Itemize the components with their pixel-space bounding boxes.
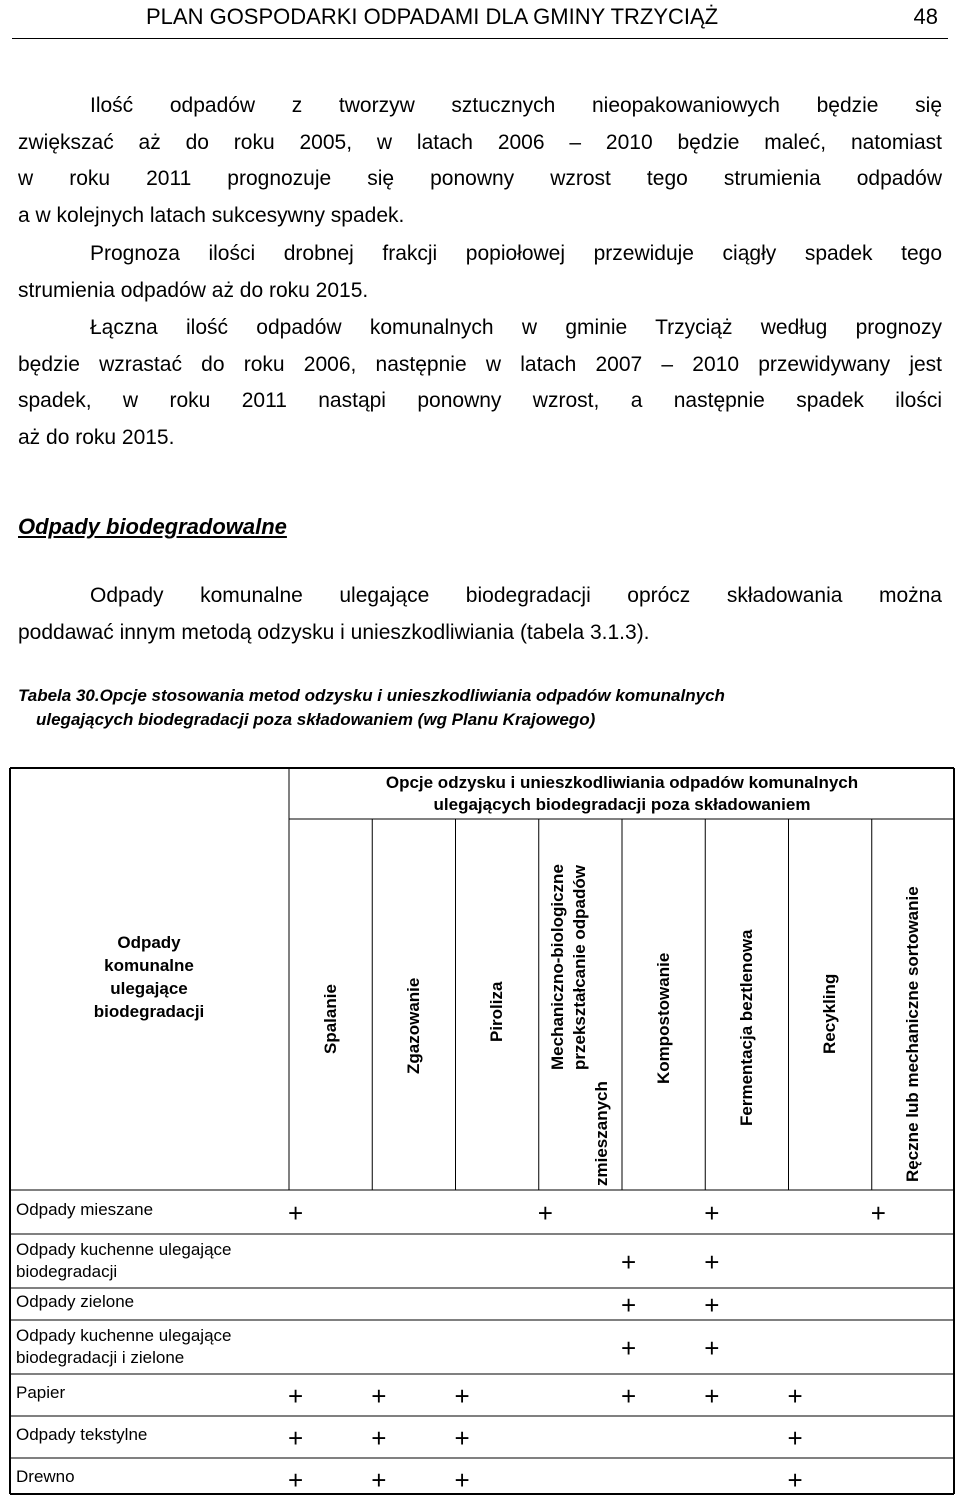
paragraph-line: a w kolejnych latach sukcesywny spadek. bbox=[18, 203, 405, 227]
table-caption-line: Tabela 30.Opcje stosowania metod odzysku i unieszkodliwiania odpadów komunalnych bbox=[18, 686, 725, 705]
paragraph-line: Prognoza ilości drobnej frakcji popiołowej przewiduje ciągły spadek tego bbox=[90, 242, 942, 265]
column-header-6: Fermentacja beztlenowa bbox=[736, 929, 756, 1126]
plus-mark: + bbox=[371, 1464, 387, 1495]
plus-mark: + bbox=[621, 1290, 637, 1320]
column-header-4: Mechaniczno-biologiczne bbox=[548, 864, 568, 1070]
row-label: biodegradacji i zielone bbox=[16, 1348, 185, 1367]
paragraph-line: aż do roku 2015. bbox=[18, 425, 175, 449]
plus-mark: + bbox=[787, 1464, 803, 1495]
plus-mark: + bbox=[288, 1423, 304, 1453]
row-label: biodegradacji bbox=[16, 1262, 118, 1281]
column-header-1: Spalanie bbox=[320, 984, 340, 1054]
table-caption bbox=[18, 684, 725, 732]
group-header: Opcje odzysku i unieszkodliwiania odpadów komunalnych bbox=[385, 773, 859, 792]
row-label: Papier bbox=[16, 1383, 66, 1402]
section-heading: Odpady biodegradowalne bbox=[18, 514, 287, 539]
plus-mark: + bbox=[787, 1423, 803, 1453]
column-header-8: Ręczne lub mechaniczne sortowanie bbox=[903, 886, 923, 1182]
table-grid bbox=[9, 767, 955, 1495]
plus-mark: + bbox=[704, 1198, 720, 1228]
column-header-4: zmieszanych bbox=[592, 1081, 612, 1186]
plus-mark: + bbox=[704, 1247, 720, 1277]
paragraph-ash bbox=[18, 236, 942, 309]
plus-mark: + bbox=[288, 1198, 304, 1228]
plus-mark: + bbox=[454, 1464, 470, 1495]
paragraph-plastics bbox=[18, 88, 942, 234]
plus-mark: + bbox=[621, 1381, 637, 1411]
plus-mark: + bbox=[787, 1381, 803, 1411]
column-header-3: Piroliza bbox=[487, 981, 507, 1042]
column-header-2: Zgazowanie bbox=[403, 977, 423, 1074]
plus-mark: + bbox=[454, 1381, 470, 1411]
plus-mark: + bbox=[454, 1423, 470, 1453]
row-header-title: biodegradacji bbox=[93, 1002, 205, 1021]
waste-options-table bbox=[9, 767, 955, 1495]
plus-mark: + bbox=[621, 1333, 637, 1363]
row-label: Odpady mieszane bbox=[16, 1200, 154, 1219]
row-header-title: ulegające bbox=[110, 979, 188, 998]
paragraph-line: będzie wzrastać do roku 2006, następnie w latach 2007 – 2010 przewidywany jest bbox=[18, 352, 942, 376]
row-header-title: komunalne bbox=[104, 956, 194, 975]
paragraph-line: Ilość odpadów z tworzyw sztucznych nieopakowaniowych będzie się bbox=[90, 94, 942, 117]
document-title: PLAN GOSPODARKI ODPADAMI DLA GMINY TRZYCIĄŻ bbox=[146, 4, 719, 29]
plus-mark: + bbox=[621, 1247, 637, 1277]
plus-mark: + bbox=[288, 1381, 304, 1411]
paragraph-line: zwiększać aż do roku 2005, w latach 2006 – 2010 będzie maleć, natomiast bbox=[18, 130, 942, 154]
plus-mark: + bbox=[371, 1381, 387, 1411]
paragraph-line: Odpady komunalne ulegające biodegradacji oprócz składowania można bbox=[90, 584, 942, 607]
column-header-4: przekształcanie odpadów bbox=[570, 865, 590, 1070]
paragraph-biodegradable bbox=[18, 578, 942, 651]
plus-mark: + bbox=[371, 1423, 387, 1453]
row-label: Odpady tekstylne bbox=[16, 1425, 148, 1444]
row-label: Odpady kuchenne ulegające bbox=[16, 1326, 232, 1345]
row-label: Odpady zielone bbox=[16, 1292, 135, 1311]
column-header-5: Kompostowanie bbox=[653, 952, 673, 1084]
column-header-7: Recykling bbox=[820, 973, 840, 1054]
group-header: ulegających biodegradacji poza składowaniem bbox=[433, 795, 811, 814]
plus-mark: + bbox=[704, 1381, 720, 1411]
row-label: Odpady kuchenne ulegające bbox=[16, 1240, 232, 1259]
plus-mark: + bbox=[870, 1198, 886, 1228]
paragraph-line: strumienia odpadów aż do roku 2015. bbox=[18, 278, 369, 302]
paragraph-line: Łączna ilość odpadów komunalnych w gminie Trzyciąż według prognozy bbox=[90, 316, 942, 339]
paragraph-line: poddawać innym metodą odzysku i unieszkodliwiania (tabela 3.1.3). bbox=[18, 620, 650, 644]
paragraph-line: w roku 2011 prognozuje się ponowny wzrost tego strumienia odpadów bbox=[18, 167, 942, 190]
paragraph-total bbox=[18, 310, 942, 456]
plus-mark: + bbox=[288, 1464, 304, 1495]
plus-mark: + bbox=[704, 1333, 720, 1363]
row-header-title: Odpady bbox=[117, 933, 181, 952]
plus-mark: + bbox=[704, 1290, 720, 1320]
plus-mark: + bbox=[537, 1198, 553, 1228]
page-header bbox=[12, 0, 948, 39]
row-label: Drewno bbox=[16, 1466, 75, 1486]
table-caption-line: ulegających biodegradacji poza składowaniem (wg Planu Krajowego) bbox=[36, 710, 596, 729]
page-number: 48 bbox=[913, 4, 938, 29]
paragraph-line: spadek, w roku 2011 nastąpi ponowny wzrost, a następnie spadek ilości bbox=[18, 389, 942, 412]
